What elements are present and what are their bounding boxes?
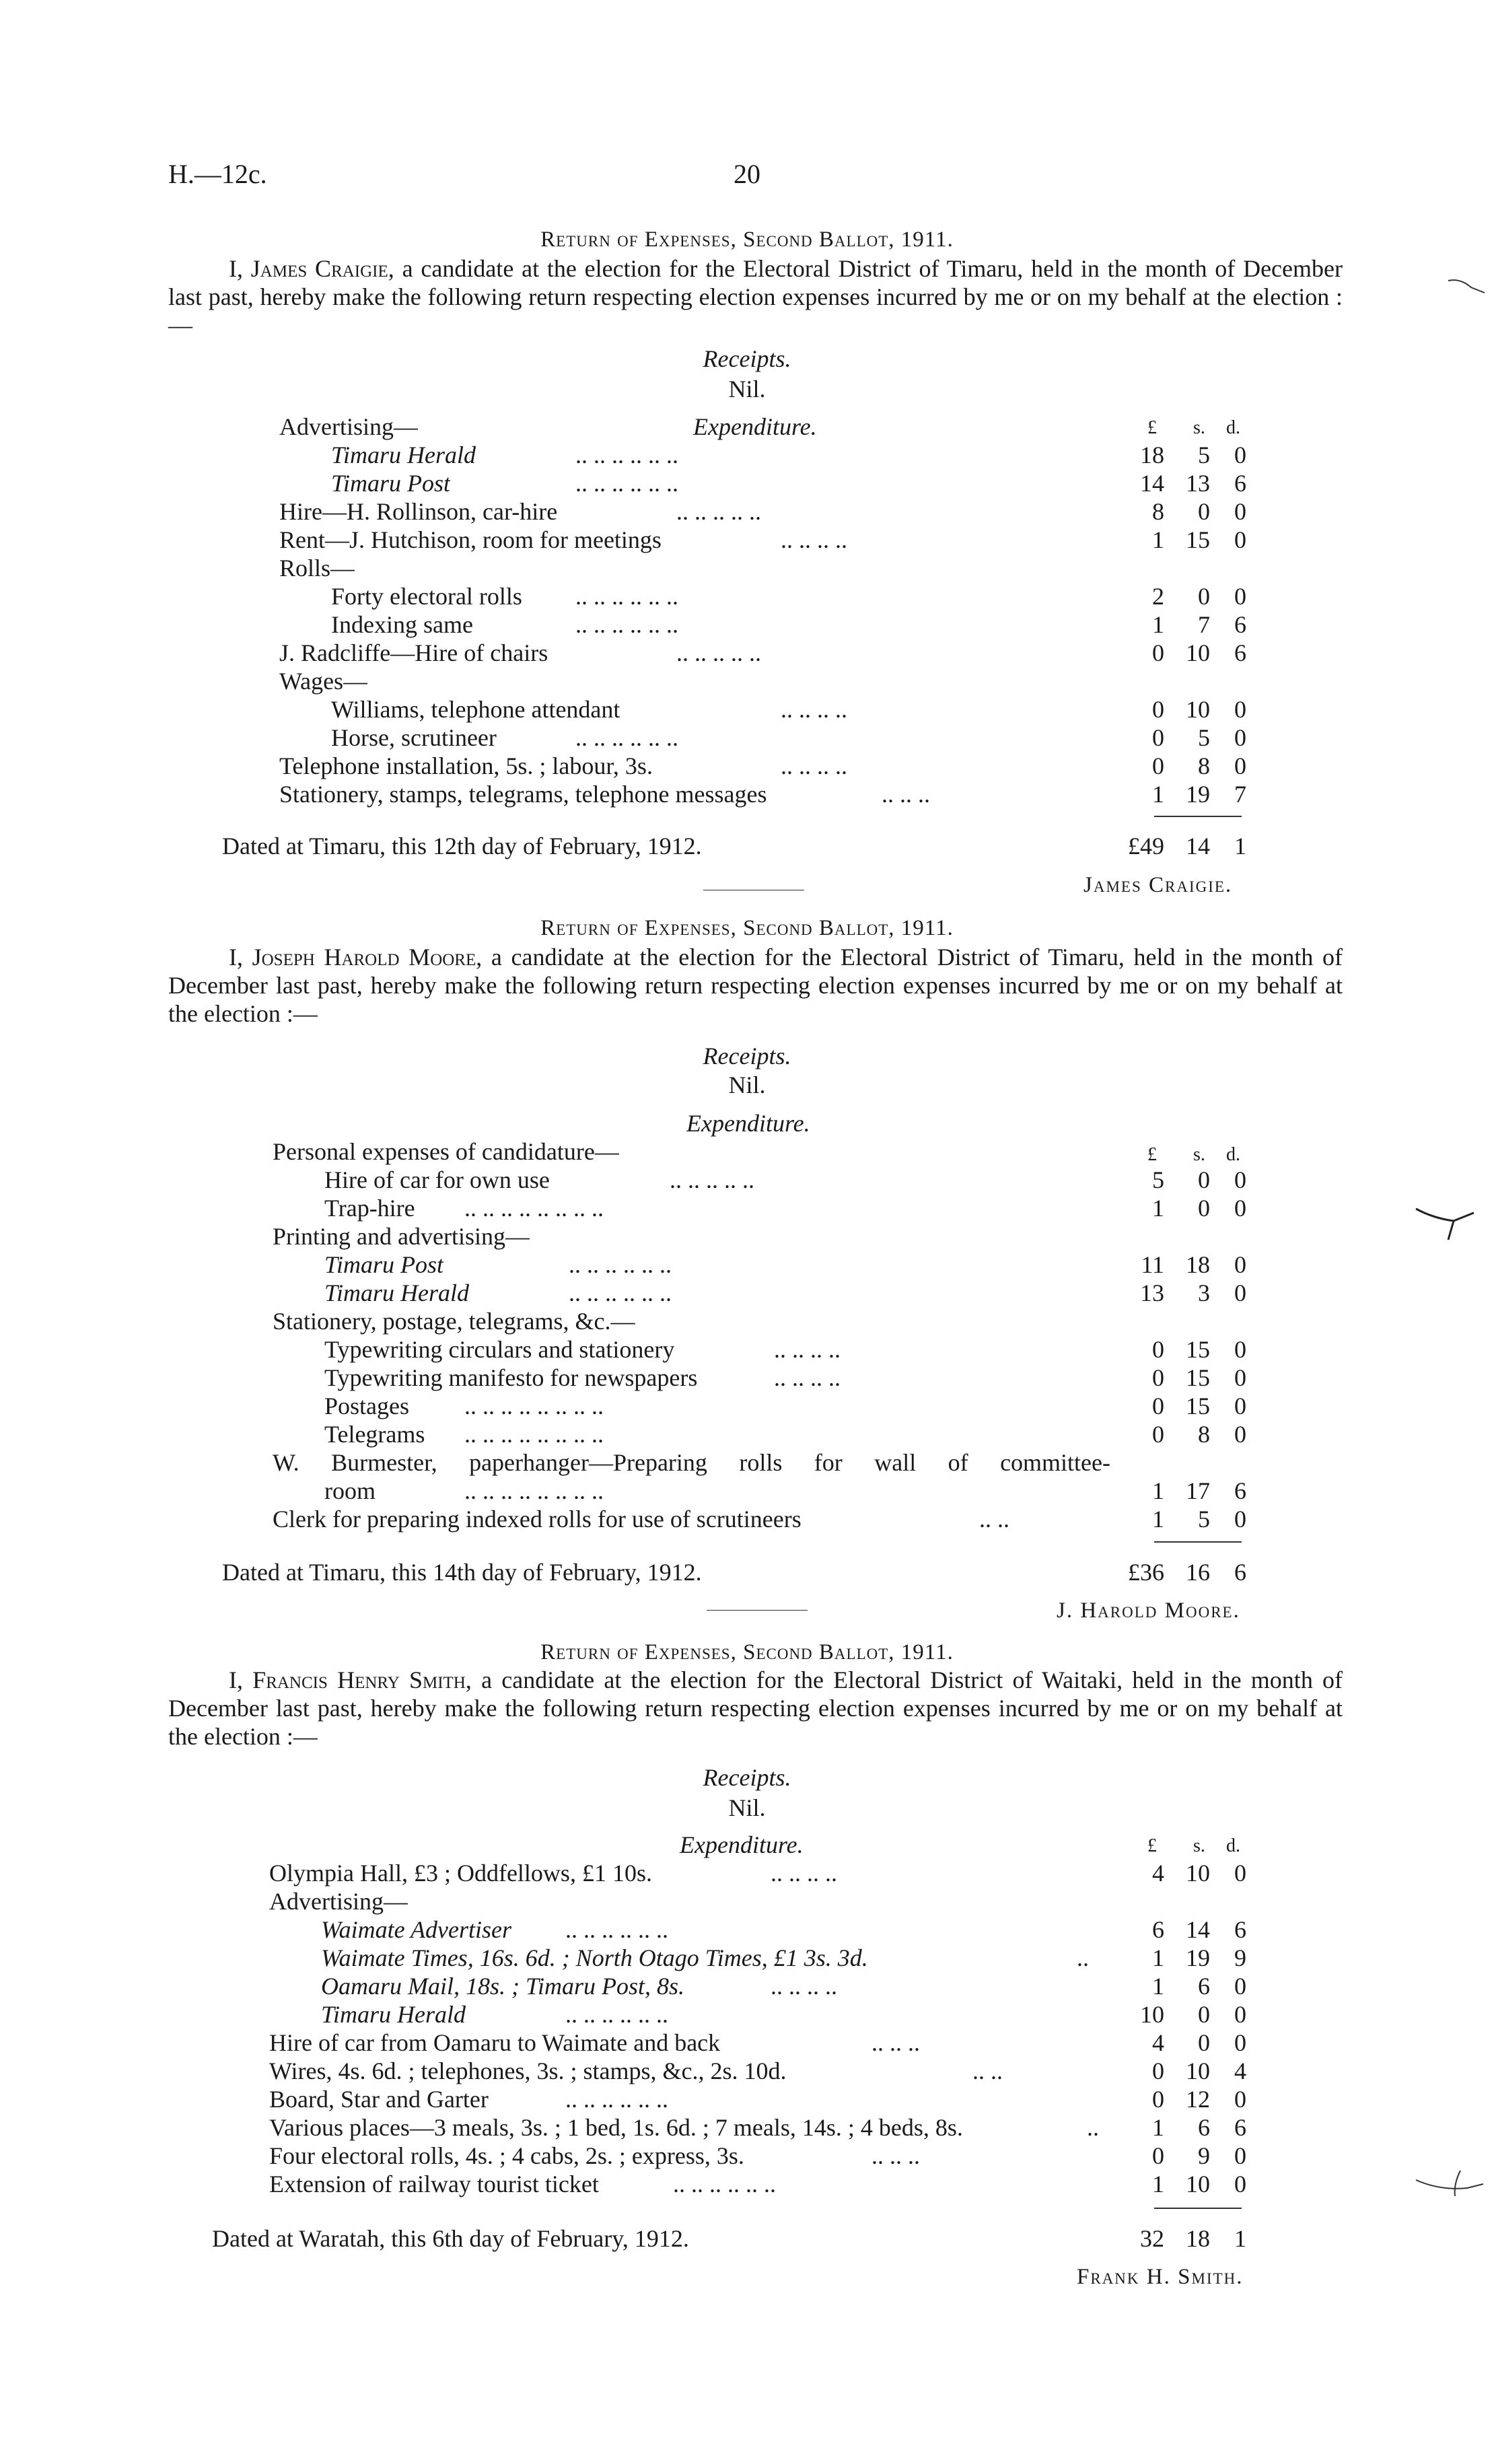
total-amount bbox=[1117, 832, 1252, 860]
pence: 0 bbox=[1234, 1279, 1246, 1306]
expense-label: Clerk for preparing indexed rolls for use of scrutineers bbox=[273, 1506, 802, 1533]
expense-label: Personal expenses of candidature— bbox=[273, 1138, 619, 1165]
expense-label: Waimate Times, 16s. 6d. ; North Otago Times, £1 3s. 3d. bbox=[321, 1944, 868, 1971]
pence: 6 bbox=[1234, 2114, 1246, 2141]
amount bbox=[1117, 724, 1252, 752]
leader-dots: .. .. .. .. .. .. bbox=[575, 470, 678, 497]
leader-dots: .. bbox=[1077, 1944, 1089, 1971]
expense-label: Indexing same bbox=[331, 611, 473, 638]
receipts-value: Nil. bbox=[728, 1071, 766, 1098]
pence: 0 bbox=[1234, 696, 1246, 723]
expense-label: Board, Star and Garter bbox=[269, 2086, 489, 2113]
pence: 0 bbox=[1234, 1336, 1246, 1363]
receipts-heading: Receipts. bbox=[703, 1764, 791, 1791]
shillings: 3 bbox=[1198, 1279, 1210, 1306]
expense-label: Postages bbox=[324, 1393, 409, 1419]
expenditure-heading: Expenditure. bbox=[693, 413, 817, 440]
total-pounds: £36 bbox=[1128, 1559, 1164, 1586]
amount bbox=[1117, 2000, 1252, 2029]
amount bbox=[1117, 1972, 1252, 2000]
pence: 6 bbox=[1234, 1477, 1246, 1504]
expense-label: Typewriting manifesto for newspapers bbox=[324, 1364, 698, 1391]
shillings: 5 bbox=[1198, 442, 1210, 468]
leader-dots: .. .. .. .. .. .. bbox=[565, 2001, 668, 2028]
amount bbox=[1117, 2170, 1252, 2198]
pence: 0 bbox=[1234, 583, 1246, 610]
amount bbox=[1117, 1279, 1252, 1307]
total-pence: 6 bbox=[1234, 1559, 1246, 1586]
return-intro bbox=[168, 254, 1343, 339]
pounds: 10 bbox=[1140, 2001, 1164, 2028]
expense-label: Waimate Advertiser bbox=[321, 1916, 511, 1943]
leader-dots: .. .. .. .. .. bbox=[676, 639, 761, 666]
pounds-column-head: £ bbox=[1147, 417, 1157, 438]
shillings: 8 bbox=[1198, 1421, 1210, 1448]
expense-label: Hire of car for own use bbox=[324, 1166, 550, 1193]
amount bbox=[1117, 2142, 1252, 2170]
shillings: 10 bbox=[1186, 639, 1210, 666]
amount bbox=[1117, 1859, 1252, 1887]
leader-dots: .. .. .. .. .. .. .. .. bbox=[464, 1195, 604, 1222]
leader-dots: .. .. .. .. .. bbox=[670, 1166, 754, 1193]
expense-label: Telegrams bbox=[324, 1421, 425, 1448]
pounds: 1 bbox=[1152, 1944, 1164, 1971]
leader-dots: .. .. .. .. .. .. .. .. bbox=[464, 1393, 604, 1419]
pounds: 0 bbox=[1152, 2086, 1164, 2113]
expense-label: Rolls— bbox=[279, 555, 355, 582]
expense-label: W. Burmester, paperhanger—Preparing rolls for wall of committee- bbox=[273, 1449, 1110, 1476]
receipts-value: Nil. bbox=[728, 1794, 766, 1821]
pence: 0 bbox=[1234, 526, 1246, 553]
pence: 0 bbox=[1234, 1860, 1246, 1887]
expenditure-heading: Expenditure. bbox=[680, 1831, 804, 1858]
leader-dots: .. .. .. .. .. .. .. .. bbox=[464, 1421, 604, 1448]
shillings: 18 bbox=[1186, 1251, 1210, 1278]
expense-label: Timaru Herald bbox=[324, 1279, 470, 1306]
shillings: 6 bbox=[1198, 2114, 1210, 2141]
pence: 0 bbox=[1234, 752, 1246, 779]
amount bbox=[1117, 2085, 1252, 2113]
amount bbox=[1117, 780, 1252, 808]
pence: 0 bbox=[1234, 1195, 1246, 1222]
pounds: 0 bbox=[1152, 639, 1164, 666]
shillings: 7 bbox=[1198, 611, 1210, 638]
shillings-column-head: s. bbox=[1193, 417, 1205, 438]
pounds: 0 bbox=[1152, 1364, 1164, 1391]
amount bbox=[1117, 2029, 1252, 2057]
pence: 6 bbox=[1234, 470, 1246, 497]
total-pence: 1 bbox=[1234, 833, 1246, 859]
return-intro bbox=[168, 943, 1343, 1028]
shillings: 15 bbox=[1186, 526, 1210, 553]
shillings: 10 bbox=[1186, 1860, 1210, 1887]
expense-label: Stationery, postage, telegrams, &c.— bbox=[273, 1308, 635, 1335]
pounds: 0 bbox=[1152, 1336, 1164, 1363]
page-number: 20 bbox=[734, 159, 760, 189]
leader-dots: .. .. .. .. .. bbox=[676, 498, 761, 525]
amount bbox=[1117, 526, 1252, 554]
pounds: 0 bbox=[1152, 2057, 1164, 2084]
pence: 4 bbox=[1234, 2057, 1246, 2084]
candidate-name: I, James Craigie, bbox=[229, 255, 394, 282]
pence: 0 bbox=[1234, 2171, 1246, 2197]
amount bbox=[1117, 1420, 1252, 1448]
amount bbox=[1117, 1392, 1252, 1420]
intro-text: a candidate at the election for the Electoral District of Waitaki, held in the month of December last past, hereby make the following return respecting election expenses incurred by me or on my behalf at the election :— bbox=[168, 1666, 1343, 1750]
shillings: 0 bbox=[1198, 1166, 1210, 1193]
expense-label: Printing and advertising— bbox=[273, 1223, 530, 1250]
leader-dots: .. .. .. .. bbox=[771, 1973, 837, 2000]
pounds: 13 bbox=[1140, 1279, 1164, 1306]
shillings: 0 bbox=[1198, 2001, 1210, 2028]
pounds: 1 bbox=[1152, 2114, 1164, 2141]
expense-label: Horse, scrutineer bbox=[331, 724, 497, 751]
expense-label: Olympia Hall, £3 ; Oddfellows, £1 10s. bbox=[269, 1860, 652, 1887]
leader-dots: .. .. .. .. bbox=[774, 1364, 841, 1391]
leader-dots: .. .. .. .. bbox=[781, 526, 847, 553]
pounds-column-head: £ bbox=[1147, 1835, 1157, 1856]
shillings: 17 bbox=[1186, 1477, 1210, 1504]
pence: 0 bbox=[1234, 1421, 1246, 1448]
total-pounds: 32 bbox=[1140, 2225, 1164, 2252]
pounds: 18 bbox=[1140, 442, 1164, 468]
pence: 0 bbox=[1234, 2001, 1246, 2028]
total-rule bbox=[1154, 816, 1242, 817]
total-amount bbox=[1117, 2224, 1252, 2253]
shillings: 14 bbox=[1186, 1916, 1210, 1943]
leader-dots: .. .. .. bbox=[872, 2029, 920, 2056]
leader-dots: .. .. .. .. bbox=[774, 1336, 841, 1363]
amount bbox=[1117, 1335, 1252, 1364]
pence: 0 bbox=[1234, 2029, 1246, 2056]
amount bbox=[1117, 2113, 1252, 2142]
amount bbox=[1117, 582, 1252, 610]
shillings: 15 bbox=[1186, 1364, 1210, 1391]
pounds: 0 bbox=[1152, 752, 1164, 779]
amount bbox=[1117, 1251, 1252, 1279]
dated-line: Dated at Waratah, this 6th day of February, 1912. bbox=[212, 2225, 689, 2252]
return-title: Return of Expenses, Second Ballot, 1911. bbox=[540, 227, 954, 252]
signature: Frank H. Smith. bbox=[1077, 2265, 1244, 2289]
expense-label: Advertising— bbox=[269, 1888, 408, 1915]
pounds: 0 bbox=[1152, 1393, 1164, 1419]
pounds: 1 bbox=[1152, 1477, 1164, 1504]
pence: 0 bbox=[1234, 442, 1246, 468]
pounds: 14 bbox=[1140, 470, 1164, 497]
pence: 7 bbox=[1234, 781, 1246, 808]
leader-dots: .. .. .. bbox=[872, 2142, 920, 2169]
pence-column-head: d. bbox=[1226, 1144, 1240, 1165]
expense-label: Hire—H. Rollinson, car-hire bbox=[279, 498, 558, 525]
leader-dots: .. .. bbox=[979, 1506, 1009, 1533]
leader-dots: .. .. .. .. .. .. bbox=[569, 1251, 672, 1278]
pounds: 0 bbox=[1152, 724, 1164, 751]
amount bbox=[1117, 752, 1252, 780]
pence: 0 bbox=[1234, 1364, 1246, 1391]
pounds: 1 bbox=[1152, 1506, 1164, 1533]
pounds: 11 bbox=[1141, 1251, 1164, 1278]
expense-label: Four electoral rolls, 4s. ; 4 cabs, 2s. ; express, 3s. bbox=[269, 2142, 744, 2169]
expense-label: Timaru Post bbox=[324, 1251, 444, 1278]
leader-dots: .. .. .. .. .. .. bbox=[673, 2171, 776, 2197]
amount bbox=[1117, 497, 1252, 526]
shillings: 8 bbox=[1198, 752, 1210, 779]
shillings: 15 bbox=[1186, 1336, 1210, 1363]
total-amount bbox=[1117, 1558, 1252, 1586]
shillings: 0 bbox=[1198, 1195, 1210, 1222]
amount bbox=[1117, 1364, 1252, 1392]
expense-label: Extension of railway tourist ticket bbox=[269, 2171, 599, 2197]
pence: 6 bbox=[1234, 639, 1246, 666]
margin-mark bbox=[1447, 273, 1487, 300]
pence: 0 bbox=[1234, 2142, 1246, 2169]
expense-label: Hire of car from Oamaru to Waimate and back bbox=[269, 2029, 721, 2056]
leader-dots: .. .. .. .. bbox=[781, 696, 847, 723]
leader-dots: .. .. .. .. .. .. bbox=[575, 442, 678, 468]
pounds: 4 bbox=[1152, 2029, 1164, 2056]
pounds: 1 bbox=[1152, 526, 1164, 553]
expense-label: Rent—J. Hutchison, room for meetings bbox=[279, 526, 662, 553]
shillings: 10 bbox=[1186, 2057, 1210, 2084]
return-title: Return of Expenses, Second Ballot, 1911. bbox=[540, 1640, 954, 1664]
amount bbox=[1117, 610, 1252, 639]
total-rule bbox=[1154, 2208, 1242, 2209]
expense-label: room bbox=[324, 1477, 376, 1504]
expense-label: Timaru Post bbox=[331, 470, 451, 497]
amount bbox=[1117, 441, 1252, 469]
pounds: 1 bbox=[1152, 1195, 1164, 1222]
amount bbox=[1117, 469, 1252, 497]
expense-label: Advertising— bbox=[279, 413, 418, 440]
pence: 0 bbox=[1234, 1166, 1246, 1193]
return-title: Return of Expenses, Second Ballot, 1911. bbox=[540, 916, 954, 940]
leader-dots: .. .. bbox=[972, 2057, 1003, 2084]
leader-dots: .. .. .. bbox=[882, 781, 930, 808]
shillings: 13 bbox=[1186, 470, 1210, 497]
pence: 0 bbox=[1234, 1393, 1246, 1419]
expense-label: Wages— bbox=[279, 668, 368, 695]
pence: 6 bbox=[1234, 1916, 1246, 1943]
total-shillings: 14 bbox=[1186, 833, 1210, 859]
pounds: 1 bbox=[1152, 781, 1164, 808]
leader-dots: .. .. .. .. bbox=[771, 1860, 837, 1887]
expenditure-heading: Expenditure. bbox=[686, 1110, 810, 1137]
expense-label: Stationery, stamps, telegrams, telephone messages bbox=[279, 781, 767, 808]
expense-label: Oamaru Mail, 18s. ; Timaru Post, 8s. bbox=[321, 1973, 685, 2000]
amount bbox=[1117, 1194, 1252, 1222]
page-reference: H.—12c. bbox=[168, 159, 267, 189]
pounds: 0 bbox=[1152, 2142, 1164, 2169]
amount bbox=[1117, 1166, 1252, 1194]
pence: 0 bbox=[1234, 1973, 1246, 2000]
pounds: 4 bbox=[1152, 1860, 1164, 1887]
signature: J. Harold Moore. bbox=[1057, 1598, 1240, 1623]
dated-line: Dated at Timaru, this 14th day of February, 1912. bbox=[222, 1559, 702, 1586]
shillings: 5 bbox=[1198, 1506, 1210, 1533]
shillings: 5 bbox=[1198, 724, 1210, 751]
leader-dots: .. .. .. .. .. .. bbox=[569, 1279, 672, 1306]
shillings: 19 bbox=[1186, 781, 1210, 808]
pence-column-head: d. bbox=[1226, 417, 1240, 438]
leader-dots: .. .. .. .. .. .. bbox=[565, 2086, 668, 2113]
pounds-column-head: £ bbox=[1147, 1144, 1157, 1165]
receipts-value: Nil. bbox=[728, 376, 766, 402]
pence: 0 bbox=[1234, 498, 1246, 525]
expense-label: Typewriting circulars and stationery bbox=[324, 1336, 675, 1363]
expense-label: Trap-hire bbox=[324, 1195, 415, 1222]
shillings: 10 bbox=[1186, 696, 1210, 723]
shillings: 9 bbox=[1198, 2142, 1210, 2169]
total-shillings: 18 bbox=[1186, 2225, 1210, 2252]
leader-dots: .. .. .. .. .. .. bbox=[575, 583, 678, 610]
shillings: 10 bbox=[1186, 2171, 1210, 2197]
pounds: 1 bbox=[1152, 611, 1164, 638]
candidate-name: I, Francis Henry Smith, bbox=[229, 1666, 472, 1693]
pounds: 1 bbox=[1152, 2171, 1164, 2197]
pence: 0 bbox=[1234, 1506, 1246, 1533]
expense-label: Williams, telephone attendant bbox=[331, 696, 620, 723]
pence-column-head: d. bbox=[1226, 1835, 1240, 1856]
total-shillings: 16 bbox=[1186, 1559, 1210, 1586]
pence: 9 bbox=[1234, 1944, 1246, 1971]
pounds: 0 bbox=[1152, 1421, 1164, 1448]
amount bbox=[1117, 2057, 1252, 2085]
leader-dots: .. .. .. .. .. .. bbox=[575, 611, 678, 638]
shillings: 0 bbox=[1198, 583, 1210, 610]
pounds: 2 bbox=[1152, 583, 1164, 610]
expense-label: Various places—3 meals, 3s. ; 1 bed, 1s. 6d. ; 7 meals, 14s. ; 4 beds, 8s. bbox=[269, 2114, 963, 2141]
pence: 0 bbox=[1234, 1251, 1246, 1278]
total-pounds: £49 bbox=[1128, 833, 1164, 859]
expense-label: Forty electoral rolls bbox=[331, 583, 522, 610]
receipts-heading: Receipts. bbox=[703, 1043, 791, 1069]
shillings: 19 bbox=[1186, 1944, 1210, 1971]
shillings: 15 bbox=[1186, 1393, 1210, 1419]
leader-dots: .. .. .. .. bbox=[781, 752, 847, 779]
amount bbox=[1117, 1944, 1252, 1972]
expense-label: Wires, 4s. 6d. ; telephones, 3s. ; stamps, &c., 2s. 10d. bbox=[269, 2057, 787, 2084]
leader-dots: .. .. .. .. .. .. bbox=[565, 1916, 668, 1943]
amount bbox=[1117, 1915, 1252, 1944]
expense-label: Timaru Herald bbox=[321, 2001, 466, 2028]
leader-dots: .. bbox=[1087, 2114, 1099, 2141]
pounds: 8 bbox=[1152, 498, 1164, 525]
shillings-column-head: s. bbox=[1193, 1835, 1205, 1856]
shillings: 6 bbox=[1198, 1973, 1210, 2000]
leader-dots: .. .. .. .. .. .. bbox=[575, 724, 678, 751]
shillings: 0 bbox=[1198, 498, 1210, 525]
pence: 0 bbox=[1234, 2086, 1246, 2113]
candidate-name: I, Joseph Harold Moore, bbox=[229, 944, 483, 971]
amount bbox=[1117, 639, 1252, 667]
margin-mark bbox=[1413, 2164, 1487, 2204]
total-pence: 1 bbox=[1234, 2225, 1246, 2252]
pence: 0 bbox=[1234, 724, 1246, 751]
section-divider bbox=[707, 1610, 808, 1611]
margin-mark bbox=[1413, 1205, 1481, 1245]
leader-dots: .. .. .. .. .. .. .. .. bbox=[464, 1477, 604, 1504]
intro-text: a candidate at the election for the Electoral District of Timaru, held in the month of December last past, hereby make the following return respecting election expenses incurred by me or on my behalf at the election :— bbox=[168, 944, 1343, 1027]
expense-label: J. Radcliffe—Hire of chairs bbox=[279, 639, 548, 666]
shillings: 0 bbox=[1198, 2029, 1210, 2056]
expense-label: Telephone installation, 5s. ; labour, 3s. bbox=[279, 752, 653, 779]
pounds: 6 bbox=[1152, 1916, 1164, 1943]
pounds: 1 bbox=[1152, 1973, 1164, 2000]
amount bbox=[1117, 695, 1252, 724]
expense-label: Timaru Herald bbox=[331, 442, 476, 468]
signature: James Craigie. bbox=[1083, 873, 1233, 897]
pounds: 5 bbox=[1152, 1166, 1164, 1193]
dated-line: Dated at Timaru, this 12th day of February, 1912. bbox=[222, 833, 702, 859]
pence: 6 bbox=[1234, 611, 1246, 638]
total-rule bbox=[1154, 1541, 1242, 1543]
amount bbox=[1117, 1477, 1252, 1505]
receipts-heading: Receipts. bbox=[703, 345, 791, 372]
amount bbox=[1117, 1505, 1252, 1533]
shillings: 12 bbox=[1186, 2086, 1210, 2113]
shillings-column-head: s. bbox=[1193, 1144, 1205, 1165]
pounds: 0 bbox=[1152, 696, 1164, 723]
intro-text: a candidate at the election for the Electoral District of Timaru, held in the month of December last past, hereby make the following return respecting election expenses incurred by me or on my behalf at the election :— bbox=[168, 255, 1343, 339]
return-intro bbox=[168, 1666, 1343, 1751]
